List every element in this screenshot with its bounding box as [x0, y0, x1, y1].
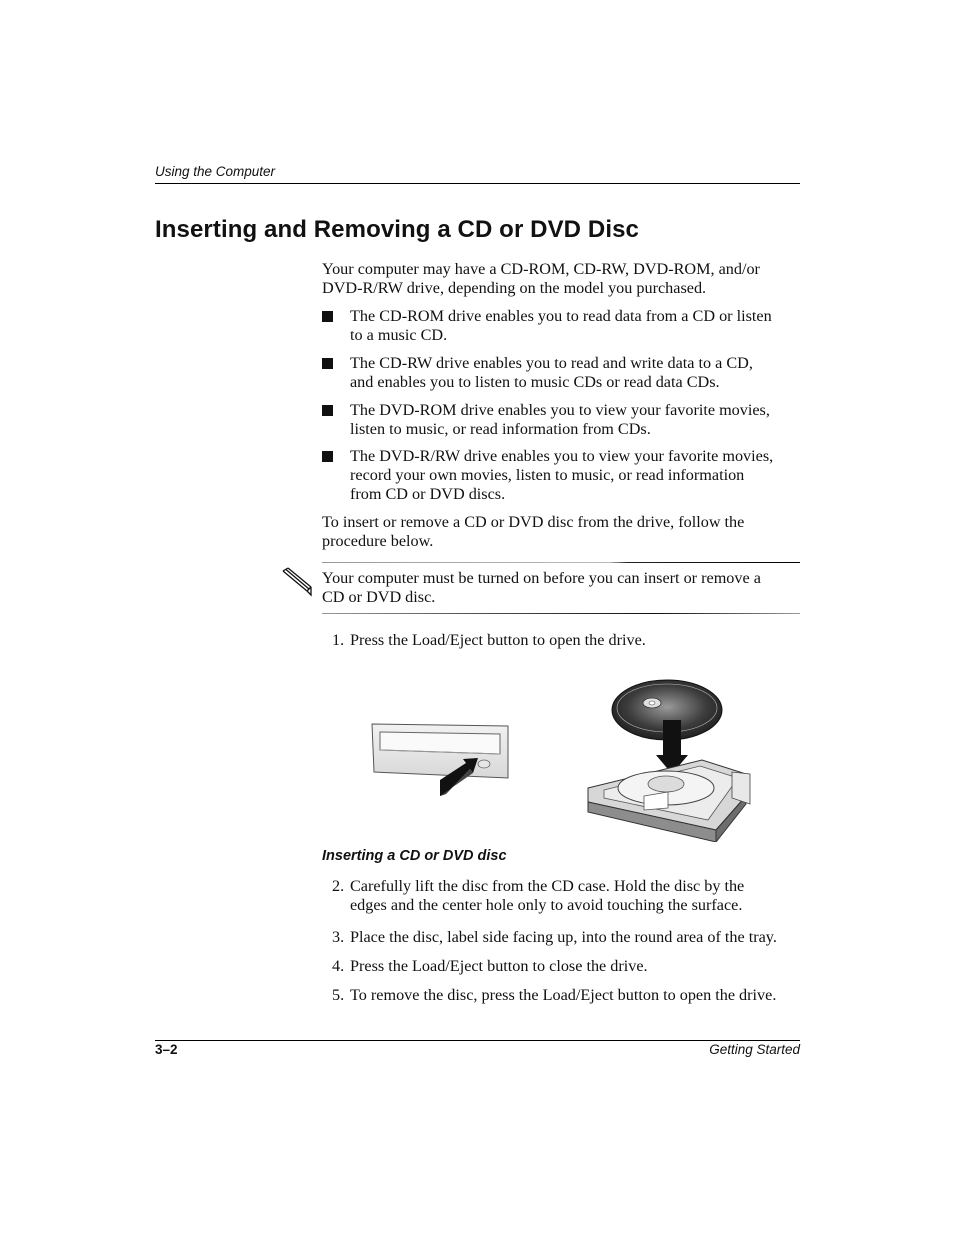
intro-line: DVD-R/RW drive, depending on the model you purchased.: [322, 279, 707, 297]
bullet-item: [322, 401, 802, 439]
bullet-line: from CD or DVD discs.: [350, 485, 506, 503]
bullet-line: The DVD-R/RW drive enables you to view your favorite movies,: [350, 447, 774, 465]
square-bullet-icon: [322, 311, 333, 322]
step-line: To remove the disc, press the Load/Eject button to open the drive.: [350, 986, 777, 1004]
step-line: Place the disc, label side facing up, into the round area of the tray.: [350, 928, 777, 946]
step-line: edges and the center hole only to avoid touching the surface.: [350, 896, 743, 914]
procedure-line: To insert or remove a CD or DVD disc from the drive, follow the: [322, 513, 745, 531]
bullet-line: The DVD-ROM drive enables you to view your favorite movies,: [350, 401, 770, 419]
step-number: 2.: [332, 877, 345, 895]
note-line: CD or DVD disc.: [322, 588, 436, 606]
bullet-line: and enables you to listen to music CDs or read data CDs.: [350, 373, 720, 391]
disc-tray-illustration: [582, 670, 754, 842]
bullet-line: listen to music, or read information from CDs.: [350, 420, 651, 438]
procedure-line: procedure below.: [322, 532, 434, 550]
bullet-line: record your own movies, listen to music, or read information: [350, 466, 745, 484]
step-line: Carefully lift the disc from the CD case. Hold the disc by the: [350, 877, 745, 895]
page-number: 3–2: [155, 1042, 178, 1057]
step-line: Press the Load/Eject button to close the drive.: [350, 957, 648, 975]
step-number: 5.: [332, 986, 345, 1004]
header-rule: [155, 183, 800, 184]
step-item: [322, 877, 802, 915]
procedure-intro: [322, 513, 802, 551]
intro-line: Your computer may have a CD-ROM, CD-RW, DVD-ROM, and/or: [322, 260, 760, 278]
bullet-line: The CD-ROM drive enables you to read data from a CD or listen: [350, 307, 772, 325]
step-number: 1.: [332, 631, 345, 649]
pencil-note-icon: [280, 567, 312, 599]
bullet-item: [322, 307, 802, 345]
step-line: Press the Load/Eject button to open the drive.: [350, 631, 646, 649]
book-title: Getting Started: [709, 1042, 800, 1057]
bullet-item: [322, 447, 802, 504]
intro-paragraph: [322, 260, 802, 298]
note-text: [322, 569, 802, 607]
step-number: 4.: [332, 957, 345, 975]
figure-caption: Inserting a CD or DVD disc: [322, 848, 507, 864]
page-title: Inserting and Removing a CD or DVD Disc: [155, 216, 639, 243]
step-number: 3.: [332, 928, 345, 946]
note-rule-bottom: [322, 613, 800, 614]
square-bullet-icon: [322, 451, 333, 462]
bullet-line: The CD-RW drive enables you to read and write data to a CD,: [350, 354, 753, 372]
running-head: Using the Computer: [155, 164, 276, 179]
bullet-line: to a music CD.: [350, 326, 448, 344]
drive-front-illustration: [366, 720, 512, 802]
square-bullet-icon: [322, 405, 333, 416]
bullet-item: [322, 354, 802, 392]
square-bullet-icon: [322, 358, 333, 369]
note-line: Your computer must be turned on before you can insert or remove a: [322, 569, 761, 587]
footer-rule: [155, 1040, 800, 1041]
note-rule-top: [322, 562, 800, 563]
